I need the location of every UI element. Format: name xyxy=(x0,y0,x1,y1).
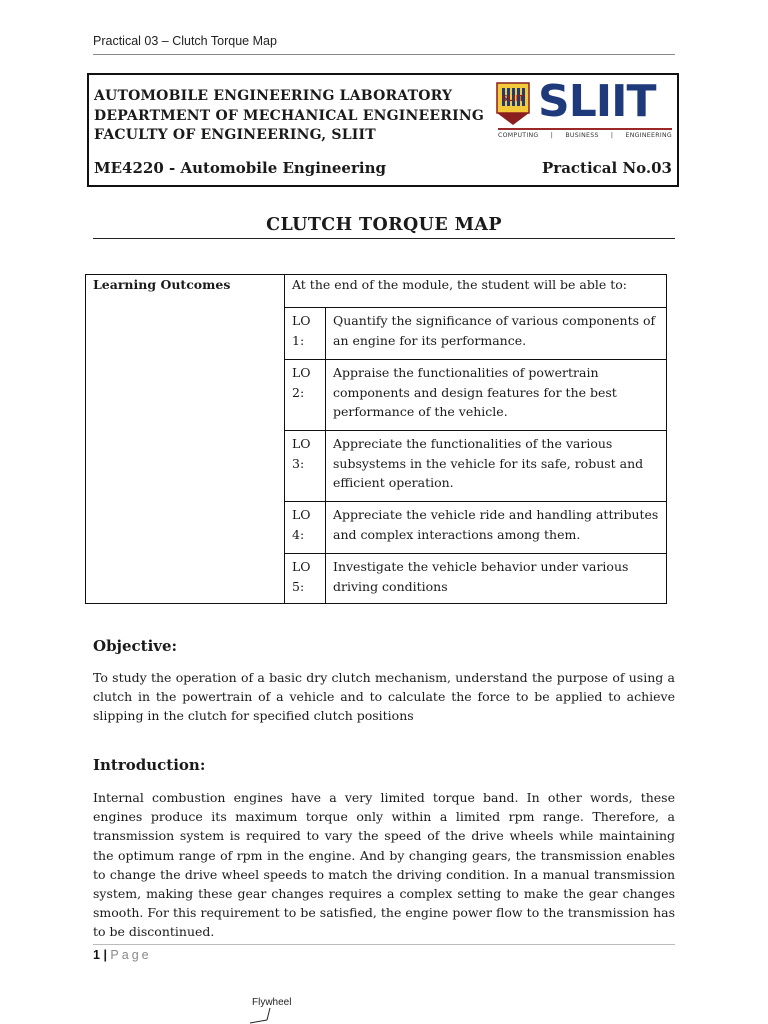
crest-icon xyxy=(494,81,532,127)
introduction-text: Internal combustion engines have a very limited torque band. In other words, these engines produce its maximum torque only within a limited rpm range. Therefore, a transmission system is required to vary the speed of the drive wheels while maintaining the optimum range of rpm in the engine. And by changing gears, the transmission enables to change the drive wheel speeds to match the driving condition. In a manual transmission system, making these gear changes requires a complex setting to make the gear changes smooth. For this requirement to be satisfied, the engine power flow to the transmission has to be discontinued. xyxy=(93,790,675,940)
title-rule xyxy=(93,238,675,239)
learning-outcomes-table xyxy=(85,274,667,604)
lo-row xyxy=(285,553,666,604)
lo-number: LO 4: xyxy=(292,507,311,542)
footer-rule xyxy=(93,944,675,945)
logo-tagline xyxy=(498,132,672,139)
lo-number: LO 3: xyxy=(292,436,311,471)
objective-heading: Objective: xyxy=(93,637,178,655)
lo-text: Appreciate the functionalities of the various subsystems in the vehicle for its safe, robust and efficient operation. xyxy=(333,436,644,490)
document-title: CLUTCH TORQUE MAP xyxy=(266,215,502,235)
page-number: 1 xyxy=(93,948,100,962)
lo-number: LO 1: xyxy=(292,313,311,348)
lo-number-divider xyxy=(325,502,326,553)
header-rule xyxy=(93,54,675,55)
lo-number-divider xyxy=(325,431,326,501)
lo-number: LO 2: xyxy=(292,365,311,400)
figure-leader-line xyxy=(246,1008,276,1024)
lo-number: LO 5: xyxy=(292,559,311,594)
footer-separator: | xyxy=(103,948,107,962)
lo-number-divider xyxy=(325,554,326,604)
page-label: Page xyxy=(110,948,152,962)
course-code: ME4220 - Automobile Engineering xyxy=(94,159,386,177)
logo-bar xyxy=(498,128,672,130)
tag-business: BUSINESS xyxy=(565,132,599,139)
lo-intro: At the end of the module, the student will be able to: xyxy=(292,277,628,292)
lo-row xyxy=(285,359,666,430)
lab-box xyxy=(87,73,679,187)
lo-number-divider xyxy=(325,308,326,359)
page-footer xyxy=(93,948,152,962)
department-line: DEPARTMENT OF MECHANICAL ENGINEERING xyxy=(94,107,484,124)
lo-text: Appraise the functionalities of powertrain components and design features for the best performance of the vehicle. xyxy=(333,365,617,419)
objective-text: To study the operation of a basic dry clutch mechanism, understand the purpose of using a clutch in the powertrain of a vehicle and to calculate the force to be applied to achieve slipping in the clutch for specified clutch positions xyxy=(93,670,675,724)
lo-heading: Learning Outcomes xyxy=(93,277,231,292)
tag-sep: | xyxy=(610,132,614,139)
tag-engineering: ENGINEERING xyxy=(625,132,672,139)
lo-text: Quantify the significance of various components of an engine for its performance. xyxy=(333,313,656,348)
introduction-heading: Introduction: xyxy=(93,756,206,774)
lab-line: AUTOMOBILE ENGINEERING LABORATORY xyxy=(94,88,453,104)
tag-computing: COMPUTING xyxy=(498,132,539,139)
lo-number-divider xyxy=(325,360,326,430)
crest-text: SLIIT xyxy=(501,94,525,103)
practical-number: Practical No.03 xyxy=(542,159,672,177)
lo-text: Investigate the vehicle behavior under various driving conditions xyxy=(333,559,629,594)
tag-sep: | xyxy=(550,132,554,139)
lab-lines xyxy=(94,87,484,146)
faculty-line: FACULTY OF ENGINEERING, SLIIT xyxy=(94,127,376,143)
lo-row xyxy=(285,430,666,501)
running-header: Practical 03 – Clutch Torque Map xyxy=(93,34,277,48)
figure-label-flywheel: Flywheel xyxy=(252,997,292,1008)
sliit-logo xyxy=(494,76,674,143)
logo-wordmark: SLIIT xyxy=(538,76,656,127)
lo-text: Appreciate the vehicle ride and handling attributes and complex interactions among them. xyxy=(333,507,659,542)
lo-row xyxy=(285,307,666,359)
lo-row xyxy=(285,501,666,553)
